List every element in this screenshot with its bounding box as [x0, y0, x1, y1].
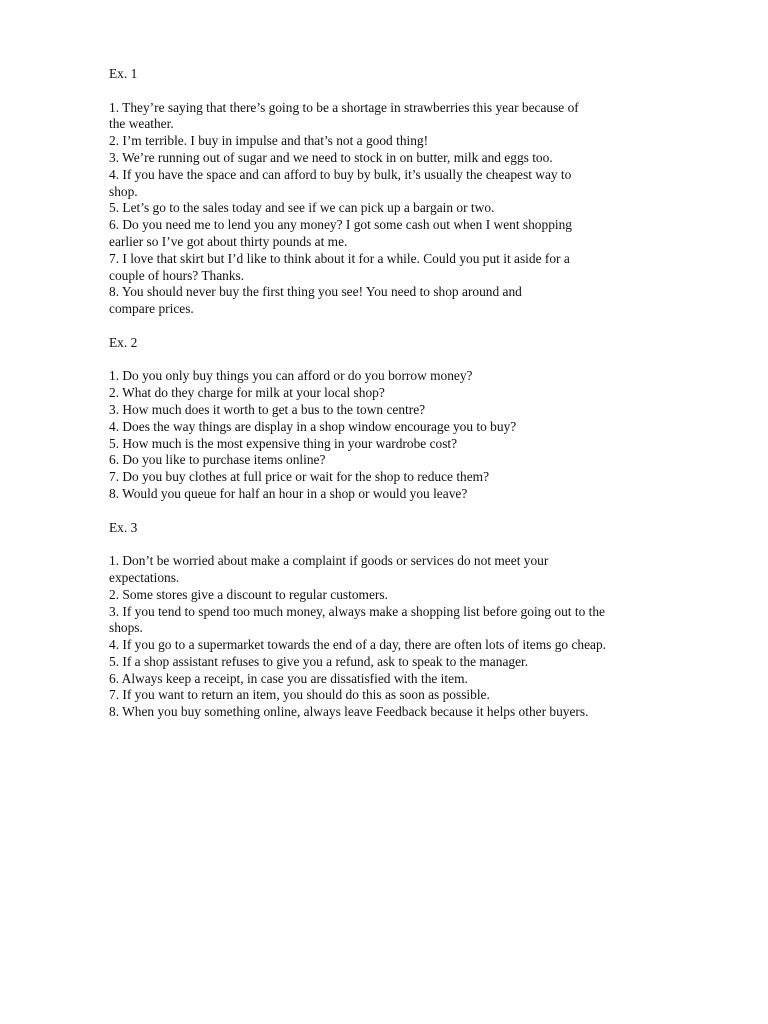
item-text-line: shop.	[109, 183, 138, 199]
item-text-line: 8. When you buy something online, always leave Feedback because it helps other buyers.	[109, 704, 589, 720]
exercise-item	[109, 436, 709, 453]
item-text-line: 1. Don’t be worried about make a complaint if goods or services do not meet your	[109, 553, 549, 569]
exercise-item	[109, 604, 709, 638]
exercise-heading: Ex. 2	[109, 334, 138, 350]
item-text-line: 8. Would you queue for half an hour in a shop or would you leave?	[109, 485, 468, 501]
item-text-line: 7. I love that skirt but I’d like to think about it for a while. Could you put it aside for a	[109, 250, 570, 266]
exercise-item	[109, 452, 709, 469]
exercise-item	[109, 486, 709, 503]
exercise-heading: Ex. 3	[109, 519, 138, 535]
exercise-section	[109, 335, 709, 503]
item-text-line: earlier so I’ve got about thirty pounds at me.	[109, 233, 348, 249]
exercise-item	[109, 167, 709, 201]
item-text-line: 4. If you go to a supermarket towards the end of a day, there are often lots of items go cheap.	[109, 637, 607, 653]
item-text-line: 5. Let’s go to the sales today and see if we can pick up a bargain or two.	[109, 200, 495, 216]
exercise-list	[109, 100, 709, 318]
item-text-line: 6. Do you like to purchase items online?	[109, 452, 326, 468]
exercise-item	[109, 687, 709, 704]
exercise-item	[109, 587, 709, 604]
exercise-item	[109, 385, 709, 402]
item-text-line: 6. Do you need me to lend you any money? I got some cash out when I went shopping	[109, 217, 573, 233]
item-text-line: 5. How much is the most expensive thing in your wardrobe cost?	[109, 435, 458, 451]
document-page	[109, 66, 709, 738]
exercise-item	[109, 704, 709, 721]
exercise-item	[109, 217, 709, 251]
exercise-item	[109, 469, 709, 486]
item-text-line: 6. Always keep a receipt, in case you are dissatisfied with the item.	[109, 670, 468, 686]
item-text-line: shops.	[109, 620, 143, 636]
exercise-item	[109, 100, 709, 134]
exercise-item	[109, 368, 709, 385]
exercise-item	[109, 419, 709, 436]
item-text-line: 5. If a shop assistant refuses to give you a refund, ask to speak to the manager.	[109, 653, 529, 669]
exercise-heading: Ex. 1	[109, 66, 138, 81]
exercise-list	[109, 553, 709, 721]
item-text-line: 3. How much does it worth to get a bus to the town centre?	[109, 401, 426, 417]
item-text-line: 4. Does the way things are display in a shop window encourage you to buy?	[109, 418, 517, 434]
item-text-line: 8. You should never buy the first thing you see! You need to shop around and	[109, 284, 522, 300]
item-text-line: 4. If you have the space and can afford to buy by bulk, it’s usually the cheapest way to	[109, 166, 572, 182]
item-text-line: couple of hours? Thanks.	[109, 267, 245, 283]
item-text-line: the weather.	[109, 116, 174, 132]
item-text-line: 2. I’m terrible. I buy in impulse and that’s not a good thing!	[109, 133, 429, 149]
exercise-list	[109, 368, 709, 502]
item-text-line: 3. We’re running out of sugar and we need to stock in on butter, milk and eggs too.	[109, 149, 553, 165]
item-text-line: 1. They’re saying that there’s going to be a shortage in strawberries this year because of	[109, 99, 579, 115]
item-text-line: expectations.	[109, 569, 180, 585]
item-text-line: 2. Some stores give a discount to regular customers.	[109, 586, 388, 602]
exercise-item	[109, 133, 709, 150]
item-text-line: compare prices.	[109, 301, 194, 317]
exercise-item	[109, 671, 709, 688]
exercise-item	[109, 637, 709, 654]
exercise-item	[109, 402, 709, 419]
exercise-item	[109, 251, 709, 285]
exercise-item	[109, 150, 709, 167]
item-text-line: 1. Do you only buy things you can afford or do you borrow money?	[109, 368, 473, 384]
exercise-item	[109, 654, 709, 671]
item-text-line: 7. If you want to return an item, you should do this as soon as possible.	[109, 687, 490, 703]
exercise-section	[109, 520, 709, 722]
item-text-line: 2. What do they charge for milk at your local shop?	[109, 385, 385, 401]
exercise-item	[109, 200, 709, 217]
exercise-item	[109, 553, 709, 587]
item-text-line: 7. Do you buy clothes at full price or wait for the shop to reduce them?	[109, 469, 490, 485]
exercise-section	[109, 66, 709, 318]
item-text-line: 3. If you tend to spend too much money, always make a shopping list before going out to the	[109, 603, 605, 619]
exercise-item	[109, 284, 709, 318]
